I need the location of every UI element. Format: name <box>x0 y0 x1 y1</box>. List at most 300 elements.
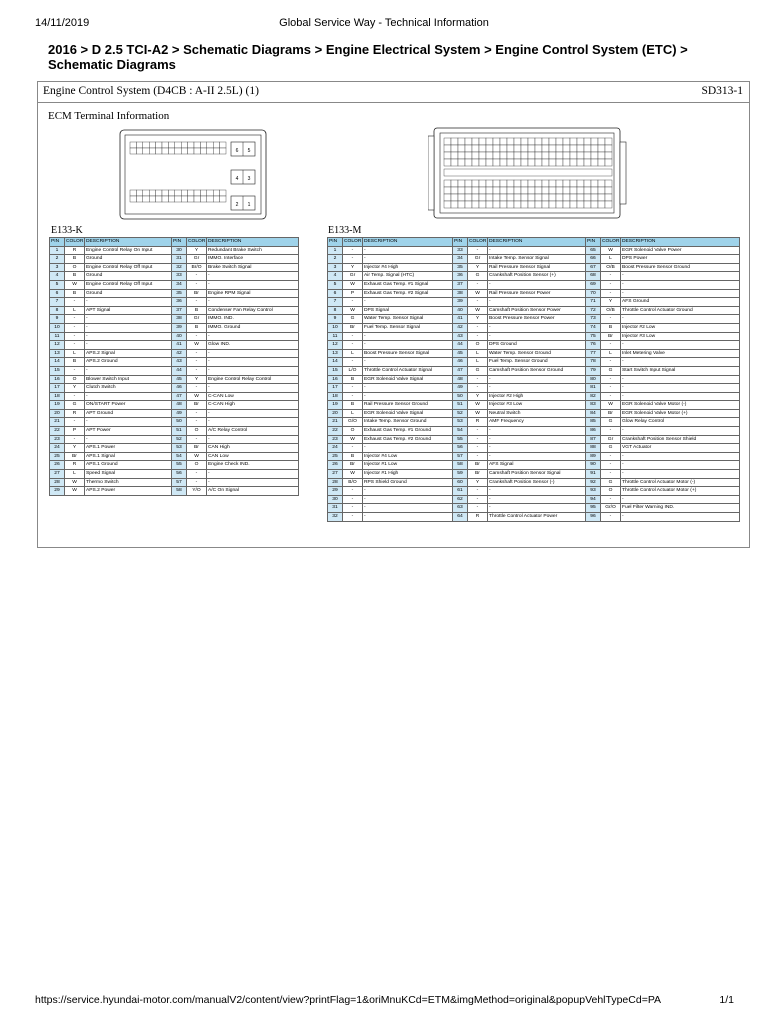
pin-cell <box>605 138 612 145</box>
column-header-description: DESCRIPTION <box>363 238 453 247</box>
pin-cell <box>570 180 577 187</box>
pin-cell <box>458 194 465 201</box>
cell-pin: 12 <box>50 341 65 350</box>
pin-cell <box>528 201 535 208</box>
plug-pin-5: 5 <box>247 148 251 154</box>
pin-cell <box>472 138 479 145</box>
cell-pin: 12 <box>328 341 343 350</box>
cell-color: Br <box>601 409 621 418</box>
pin-cell <box>472 152 479 159</box>
cell-pin: 31 <box>172 255 187 264</box>
cell-color: R <box>65 246 85 255</box>
pin-cell <box>535 138 542 145</box>
cell-pin: 41 <box>172 341 187 350</box>
cell-description: Throttle Control Actuator Motor (+) <box>621 487 740 496</box>
pin-cell <box>136 196 142 202</box>
table-row <box>50 435 299 444</box>
pin-cell <box>162 142 168 148</box>
cell-pin: 7 <box>50 298 65 307</box>
table-row <box>50 263 299 272</box>
cell-pin: 3 <box>328 263 343 272</box>
pin-cell <box>535 159 542 166</box>
pin-cell <box>549 138 556 145</box>
table-row <box>50 306 299 315</box>
pin-cell <box>577 145 584 152</box>
column-header-color: COLOR <box>187 238 207 247</box>
cell-color: B <box>343 452 363 461</box>
table-row <box>50 332 299 341</box>
cell-color: - <box>187 435 207 444</box>
cell-pin: 1 <box>328 246 343 255</box>
column-header-pin: PIN <box>328 238 343 247</box>
pin-cell <box>549 152 556 159</box>
connector-m-label: E133-M <box>328 225 362 236</box>
pin-cell <box>549 145 556 152</box>
cell-description: - <box>85 332 172 341</box>
pin-cell <box>458 159 465 166</box>
pin-cell <box>458 138 465 145</box>
diagram-title: Engine Control System (D4CB : A-II 2.5L) (1) <box>43 85 259 97</box>
cell-description: - <box>488 246 586 255</box>
pin-cell <box>577 187 584 194</box>
pin-cell <box>500 194 507 201</box>
pin-cell <box>472 194 479 201</box>
cell-color: W <box>468 401 488 410</box>
cell-pin: 70 <box>586 289 601 298</box>
cell-color: - <box>187 358 207 367</box>
plug-pin-4: 4 <box>235 176 239 182</box>
cell-description: EGR Solenoid Valve Motor (-) <box>621 401 740 410</box>
pin-cell <box>143 142 149 148</box>
cell-pin: 50 <box>172 418 187 427</box>
cell-description: APS.1 Ground <box>85 461 172 470</box>
pin-cell <box>563 187 570 194</box>
pin-cell <box>465 201 472 208</box>
cell-color: Br <box>187 401 207 410</box>
pin-cell <box>556 180 563 187</box>
pin-cell <box>556 194 563 201</box>
cell-color: L <box>343 349 363 358</box>
page-number: 1/1 <box>719 994 734 1006</box>
cell-description: EGR Solenoid Valve Signal <box>363 375 453 384</box>
pin-cell <box>591 180 598 187</box>
cell-color: Gr <box>187 315 207 324</box>
pin-cell <box>493 180 500 187</box>
pin-cell <box>188 148 194 154</box>
cell-color: O <box>65 375 85 384</box>
cell-pin: 48 <box>172 401 187 410</box>
pin-cell <box>570 194 577 201</box>
cell-pin: 14 <box>50 358 65 367</box>
cell-description: - <box>363 358 453 367</box>
pin-cell <box>143 196 149 202</box>
pin-cell <box>507 159 514 166</box>
pin-cell <box>584 145 591 152</box>
table-row <box>50 418 299 427</box>
cell-color: L <box>65 306 85 315</box>
pin-cell <box>444 201 451 208</box>
table-row <box>50 323 299 332</box>
pin-cell <box>514 159 521 166</box>
cell-color: Y <box>187 375 207 384</box>
pin-cell <box>200 142 206 148</box>
cell-color: - <box>601 427 621 436</box>
pin-cell <box>528 180 535 187</box>
cell-description: Rail Pressure Sensor Ground <box>363 401 453 410</box>
cell-description: - <box>621 280 740 289</box>
pin-cell <box>181 142 187 148</box>
pin-cell <box>493 194 500 201</box>
cell-color: - <box>343 332 363 341</box>
page-url: https://service.hyundai-motor.com/manualV2/content/view?printFlag=1&oriMnuKCd=ETM&imgMethod=original&popupVehlTypeCd=PA <box>35 994 662 1006</box>
cell-color: B/O <box>343 478 363 487</box>
pin-cell <box>605 180 612 187</box>
cell-color: Br <box>601 332 621 341</box>
pin-cell <box>507 180 514 187</box>
cell-description: APT Ground <box>85 409 172 418</box>
cell-color: W <box>468 409 488 418</box>
cell-description: - <box>85 341 172 350</box>
cell-color: - <box>187 298 207 307</box>
cell-description: Camshaft Position Sensor Ground <box>488 366 586 375</box>
cell-description: - <box>85 323 172 332</box>
cell-description: - <box>207 298 299 307</box>
pin-cell <box>444 159 451 166</box>
cell-color: - <box>65 298 85 307</box>
table-row <box>328 315 740 324</box>
pin-cell <box>207 142 213 148</box>
cell-pin: 51 <box>172 427 187 436</box>
pin-cell <box>444 180 451 187</box>
plug-pin-6: 6 <box>235 148 239 154</box>
pin-cell <box>584 138 591 145</box>
cell-color: Br <box>187 289 207 298</box>
table-row <box>50 461 299 470</box>
cell-description: APT Signal <box>85 306 172 315</box>
cell-color: - <box>601 392 621 401</box>
cell-pin: 47 <box>172 392 187 401</box>
pin-cell <box>521 201 528 208</box>
cell-pin: 15 <box>328 366 343 375</box>
cell-pin: 5 <box>328 280 343 289</box>
connector-k-pin-table <box>49 237 299 496</box>
cell-pin: 96 <box>586 513 601 522</box>
cell-color: - <box>65 315 85 324</box>
cell-description: - <box>488 487 586 496</box>
cell-pin: 40 <box>172 332 187 341</box>
cell-description: - <box>621 392 740 401</box>
cell-pin: 8 <box>328 306 343 315</box>
cell-description: AFS Ground <box>621 298 740 307</box>
cell-color: - <box>468 435 488 444</box>
cell-description: - <box>621 358 740 367</box>
pin-cell <box>200 148 206 154</box>
cell-description: C-CAN Low <box>207 392 299 401</box>
pin-cell <box>194 148 200 154</box>
cell-color: G <box>468 366 488 375</box>
cell-color: Br <box>343 323 363 332</box>
pin-cell <box>591 187 598 194</box>
cell-pin: 7 <box>328 298 343 307</box>
cell-color: - <box>468 495 488 504</box>
pin-cell <box>156 142 162 148</box>
table-row <box>328 349 740 358</box>
cell-description: Inlet Metering Valve <box>621 349 740 358</box>
cell-pin: 32 <box>172 263 187 272</box>
cell-description: Crankshaft Position Sensor (+) <box>488 272 586 281</box>
cell-pin: 36 <box>453 272 468 281</box>
pin-cell <box>598 187 605 194</box>
cell-pin: 31 <box>328 504 343 513</box>
cell-description: Boost Pressure Sensor Power <box>488 315 586 324</box>
cell-color: B <box>187 323 207 332</box>
column-header-pin: PIN <box>172 238 187 247</box>
table-row <box>328 427 740 436</box>
cell-pin: 55 <box>172 461 187 470</box>
cell-color: O <box>187 427 207 436</box>
pin-cell <box>200 196 206 202</box>
cell-color: L/O <box>343 366 363 375</box>
cell-pin: 25 <box>50 452 65 461</box>
cell-color: L <box>468 358 488 367</box>
pin-cell <box>213 190 219 196</box>
cell-pin: 34 <box>172 280 187 289</box>
cell-pin: 71 <box>586 298 601 307</box>
pin-cell <box>528 138 535 145</box>
table-row <box>50 358 299 367</box>
pin-cell <box>451 194 458 201</box>
pin-cell <box>521 138 528 145</box>
cell-pin: 46 <box>172 384 187 393</box>
cell-description: DPS Signal <box>363 306 453 315</box>
cell-color: P <box>343 289 363 298</box>
cell-description: Throttle Control Actuator Motor (-) <box>621 478 740 487</box>
cell-color: O <box>343 427 363 436</box>
pin-cell <box>591 152 598 159</box>
cell-color: P <box>65 427 85 436</box>
pin-cell <box>598 194 605 201</box>
pin-cell <box>584 201 591 208</box>
cell-pin: 2 <box>50 255 65 264</box>
cell-color: W <box>343 280 363 289</box>
cell-pin: 28 <box>328 478 343 487</box>
cell-color: L <box>65 349 85 358</box>
pin-cell <box>458 145 465 152</box>
cell-pin: 94 <box>586 495 601 504</box>
cell-description: Ground <box>85 255 172 264</box>
pin-cell <box>181 190 187 196</box>
cell-pin: 6 <box>328 289 343 298</box>
pin-cell <box>486 194 493 201</box>
cell-color: Br <box>468 470 488 479</box>
cell-pin: 16 <box>50 375 65 384</box>
column-header-color: COLOR <box>343 238 363 247</box>
cell-description: - <box>363 298 453 307</box>
cell-color: - <box>601 461 621 470</box>
cell-description: - <box>621 341 740 350</box>
cell-color: W <box>343 470 363 479</box>
table-row <box>328 289 740 298</box>
pin-cell <box>556 138 563 145</box>
cell-color: L <box>601 349 621 358</box>
cell-color: - <box>187 409 207 418</box>
pin-cell <box>143 190 149 196</box>
cell-color: R <box>65 461 85 470</box>
cell-color: - <box>187 332 207 341</box>
cell-color: Gr <box>187 255 207 264</box>
cell-description: A/C Relay Control <box>207 427 299 436</box>
pin-cell <box>136 148 142 154</box>
cell-pin: 52 <box>453 409 468 418</box>
table-row <box>50 427 299 436</box>
cell-color: Y/O <box>187 487 207 496</box>
cell-pin: 79 <box>586 366 601 375</box>
pin-cell <box>136 142 142 148</box>
pin-cell <box>207 190 213 196</box>
cell-pin: 37 <box>172 306 187 315</box>
cell-description: Injector #4 Low <box>363 452 453 461</box>
table-row <box>328 246 740 255</box>
cell-description: Redundant Brake Switch <box>207 246 299 255</box>
cell-description: APS.2 Power <box>85 487 172 496</box>
cell-description: - <box>621 384 740 393</box>
pin-cell <box>130 190 136 196</box>
table-row <box>50 280 299 289</box>
cell-color: - <box>187 384 207 393</box>
pin-cell <box>514 145 521 152</box>
pin-cell <box>507 138 514 145</box>
pin-cell <box>451 180 458 187</box>
column-header-color: COLOR <box>601 238 621 247</box>
cell-color: - <box>601 513 621 522</box>
cell-color: B <box>65 255 85 264</box>
pin-cell <box>479 194 486 201</box>
cell-description: Fuel Temp. Sensor Signal <box>363 323 453 332</box>
cell-description: - <box>207 418 299 427</box>
cell-color: W <box>601 401 621 410</box>
cell-color: - <box>65 392 85 401</box>
cell-pin: 88 <box>586 444 601 453</box>
cell-description: Intake Temp. Sensor Signal <box>488 255 586 264</box>
cell-pin: 22 <box>50 427 65 436</box>
cell-description: - <box>363 513 453 522</box>
pin-cell <box>486 180 493 187</box>
cell-description: - <box>363 341 453 350</box>
page-header-title: Global Service Way - Technical Information <box>279 17 489 29</box>
cell-description: AMF Frequency <box>488 418 586 427</box>
pin-cell <box>521 159 528 166</box>
cell-pin: 9 <box>50 315 65 324</box>
pin-cell <box>528 194 535 201</box>
cell-pin: 9 <box>328 315 343 324</box>
cell-pin: 14 <box>328 358 343 367</box>
cell-description: IMMO. IND. <box>207 315 299 324</box>
pin-cell <box>535 180 542 187</box>
pin-cell <box>542 159 549 166</box>
cell-description: Exhaust Gas Temp. #1 Ground <box>363 427 453 436</box>
pin-cell <box>444 194 451 201</box>
cell-pin: 33 <box>172 272 187 281</box>
cell-pin: 42 <box>453 323 468 332</box>
cell-color: - <box>187 366 207 375</box>
cell-description: APS.2 Ground <box>85 358 172 367</box>
cell-pin: 16 <box>328 375 343 384</box>
cell-pin: 91 <box>586 470 601 479</box>
cell-color: B <box>343 375 363 384</box>
connector-m-pin-table <box>327 237 740 522</box>
cell-color: - <box>65 341 85 350</box>
pin-cell <box>500 180 507 187</box>
cell-pin: 22 <box>328 427 343 436</box>
pin-cell <box>507 187 514 194</box>
pin-cell <box>528 187 535 194</box>
section-title: ECM Terminal Information <box>48 110 170 122</box>
cell-description: Rail Pressure Sensor Signal <box>488 263 586 272</box>
pin-cell <box>451 201 458 208</box>
pin-cell <box>605 187 612 194</box>
pin-cell <box>563 180 570 187</box>
cell-pin: 21 <box>50 418 65 427</box>
cell-pin: 49 <box>172 409 187 418</box>
cell-color: - <box>601 289 621 298</box>
cell-color: W <box>187 392 207 401</box>
table-row <box>50 478 299 487</box>
cell-pin: 10 <box>328 323 343 332</box>
table-row <box>328 323 740 332</box>
pin-cell <box>479 180 486 187</box>
pin-cell <box>156 148 162 154</box>
cell-color: Y <box>65 444 85 453</box>
cell-color: Gr <box>468 255 488 264</box>
cell-pin: 82 <box>586 392 601 401</box>
pin-cell <box>584 187 591 194</box>
cell-description: - <box>85 392 172 401</box>
cell-description: Clutch Switch <box>85 384 172 393</box>
pin-cell <box>500 152 507 159</box>
cell-pin: 3 <box>50 263 65 272</box>
pin-cell <box>542 194 549 201</box>
pin-cell <box>188 196 194 202</box>
cell-color: - <box>187 418 207 427</box>
connector-m-illustration <box>428 124 628 222</box>
cell-pin: 23 <box>328 435 343 444</box>
cell-color: - <box>601 358 621 367</box>
pin-cell <box>493 159 500 166</box>
cell-description: - <box>488 444 586 453</box>
cell-description: - <box>621 470 740 479</box>
cell-color: - <box>187 470 207 479</box>
cell-description: Exhaust Gas Temp. #1 Signal <box>363 280 453 289</box>
cell-pin: 1 <box>50 246 65 255</box>
cell-color: G <box>65 401 85 410</box>
column-header-description: DESCRIPTION <box>621 238 740 247</box>
pin-cell <box>563 201 570 208</box>
table-row <box>50 272 299 281</box>
cell-pin: 57 <box>453 452 468 461</box>
cell-pin: 61 <box>453 487 468 496</box>
cell-description: - <box>621 461 740 470</box>
cell-color: - <box>65 418 85 427</box>
table-row <box>328 392 740 401</box>
cell-pin: 80 <box>586 375 601 384</box>
pin-cell <box>472 145 479 152</box>
cell-color: O <box>65 263 85 272</box>
cell-description: Injector #4 High <box>363 263 453 272</box>
cell-pin: 34 <box>453 255 468 264</box>
cell-color: Y <box>468 315 488 324</box>
pin-cell <box>162 196 168 202</box>
cell-pin: 38 <box>172 315 187 324</box>
